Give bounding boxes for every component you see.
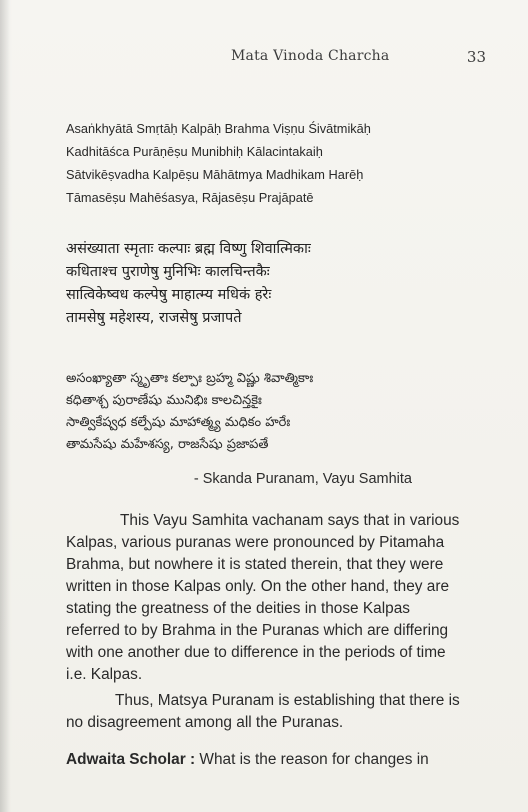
telugu-line-1: అసంఖ్యాతా స్మృతాః కల్పాః బ్రహ్మ విష్ణు శివాత్మికాః xyxy=(66,371,314,386)
devanagari-line-1: असंख्याता स्मृताः कल्पाः ब्रह्म विष्णु शिवात्मिकाः xyxy=(66,241,311,257)
page-number: 33 xyxy=(466,48,486,66)
devanagari-line-3: सात्विकेष्वध कल्पेषु माहात्म्य मधिकं हरेः xyxy=(66,287,272,303)
paragraph1-line-8: i.e. Kalpas. xyxy=(66,666,143,683)
running-title: Mata Vinoda Charcha xyxy=(231,48,390,64)
translit-line-3: Sātvikēṣvadha Kalpēṣu Māhātmya Madhikam Harēḥ xyxy=(66,167,364,182)
verse-source-citation: - Skanda Puranam, Vayu Samhita xyxy=(193,471,412,487)
page-header xyxy=(0,48,528,68)
telugu-line-3: సాత్వికేష్వధ కల్పేషు మాహాత్మ్య మధికం హరేః xyxy=(66,415,291,430)
devanagari-line-2: कधिताश्च पुराणेषु मुनिभिः कालचिन्तकैः xyxy=(66,264,270,280)
speaker-question: What is the reason for changes in xyxy=(199,751,429,768)
telugu-verse-block xyxy=(66,368,476,456)
devanagari-verse-block xyxy=(66,238,476,330)
paragraph1-line-5: stating the greatness of the deities in those Kalpas xyxy=(66,600,410,617)
translit-line-4: Tāmasēṣu Mahēśasya, Rājasēṣu Prajāpatē xyxy=(66,190,314,205)
transliterated-verse-block xyxy=(66,117,476,209)
page-spine-shadow xyxy=(0,0,10,812)
speaker-label: Adwaita Scholar : xyxy=(66,751,196,768)
paragraph-matsya-puranam xyxy=(66,690,486,734)
paragraph-vayu-samhita xyxy=(66,510,486,683)
paragraph1-line-4: written in those Kalpas only. On the other hand, they are xyxy=(66,578,449,595)
paragraph1-line-7: with one another due to difference in the periods of time xyxy=(66,644,446,661)
translit-line-2: Kadhitāśca Purāṇēṣu Munibhiḥ Kālacintakaiḥ xyxy=(66,144,323,159)
devanagari-line-4: तामसेषु महेशस्य, राजसेषु प्रजापते xyxy=(66,310,242,326)
translit-line-1: Asaṅkhyātā Smṛtāḥ Kalpāḥ Brahma Viṣṇu Śivātmikāḥ xyxy=(66,121,371,136)
paragraph1-line-2: Kalpas, various puranas were pronounced by Pitamaha xyxy=(66,534,445,551)
dialogue-line xyxy=(66,749,486,771)
paragraph1-line-6: referred to by Brahma in the Puranas which are differing xyxy=(66,622,449,639)
paragraph1-line-3: Brahma, but nowhere it is stated therein, that they were xyxy=(66,556,444,573)
telugu-line-4: తామసేషు మహేశస్య, రాజసేషు ప్రజాపతే xyxy=(66,437,269,452)
paragraph1-line-1: This Vayu Samhita vachanam says that in various xyxy=(120,512,460,529)
paragraph2-line-1: Thus, Matsya Puranam is establishing that there is xyxy=(115,692,460,709)
paragraph2-line-2: no disagreement among all the Puranas. xyxy=(66,714,344,731)
telugu-line-2: కధితాశ్చ పురాణేషు మునిభిః కాలచిన్తకైః xyxy=(66,393,262,408)
